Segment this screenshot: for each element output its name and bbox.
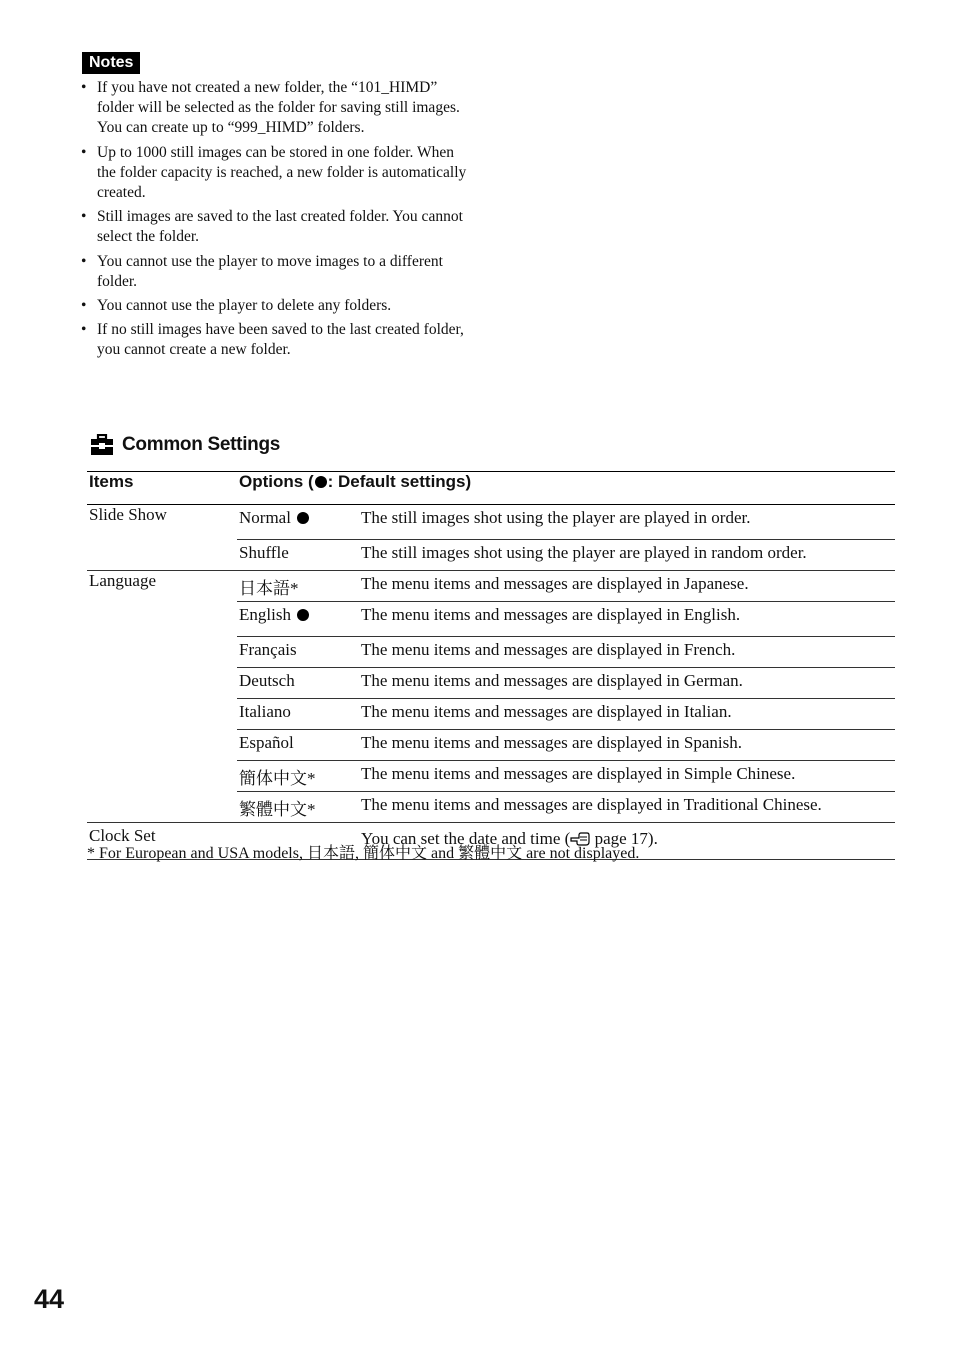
table-row [87, 571, 895, 602]
default-dot-icon [315, 476, 327, 488]
toolbox-icon [90, 434, 114, 456]
footnote: * For European and USA models, 日本語, 簡体中文 and 繁體中文 are not displayed. [87, 845, 640, 862]
notes-badge: Notes [82, 52, 140, 74]
option-cell [237, 505, 359, 540]
description-cell: The menu items and messages are displayed in Spanish. [359, 730, 895, 761]
bullet: • [81, 143, 87, 161]
bullet: • [81, 297, 87, 315]
note-text: Still images are saved to the last created folder. You cannot select the folder. [97, 208, 463, 246]
description-cell: The still images shot using the player are played in order. [359, 505, 895, 540]
option-label: English [239, 605, 291, 624]
note-text: If no still images have been saved to the last created folder, you cannot create a new folder. [97, 321, 464, 359]
default-dot-icon [297, 512, 309, 524]
page-number: 44 [34, 1284, 65, 1314]
option-cell: Español [237, 730, 359, 761]
notes-list [80, 78, 470, 365]
option-cell: Italiano [237, 699, 359, 730]
note-item [80, 320, 470, 360]
option-cell: 繁體中文* [237, 792, 359, 823]
section-heading [90, 430, 280, 460]
description-cell: The menu items and messages are displayed in Italian. [359, 699, 895, 730]
header-options [237, 472, 895, 505]
option-label: Normal [239, 508, 291, 527]
table-header [87, 472, 895, 505]
bullet: • [81, 252, 87, 270]
note-text: Up to 1000 still images can be stored in one folder. When the folder capacity is reached, a new folder is automatically created. [97, 143, 467, 202]
description-cell: The still images shot using the player are played in random order. [359, 540, 895, 571]
item-cell: Language [87, 571, 237, 823]
bullet: • [81, 79, 87, 96]
section-title: Common Settings [122, 434, 281, 455]
description-cell: The menu items and messages are displayed in Japanese. [359, 571, 895, 602]
description-cell: The menu items and messages are displayed in German. [359, 668, 895, 699]
note-item [80, 207, 470, 247]
item-cell: Clock Set [87, 823, 237, 860]
bullet: • [81, 208, 87, 226]
default-dot-icon [297, 609, 309, 621]
note-text: If you have not created a new folder, the “101_HIMD” folder will be selected as the folder for saving still images. You can create up to “999_HIMD” folders. [97, 79, 460, 137]
option-cell: 簡体中文* [237, 761, 359, 792]
option-cell: 日本語* [237, 571, 359, 602]
description-cell: The menu items and messages are displayed in French. [359, 637, 895, 668]
note-item [80, 252, 470, 292]
option-cell: Shuffle [237, 540, 359, 571]
note-item [80, 143, 470, 204]
common-settings-table [87, 471, 895, 860]
bullet: • [81, 321, 87, 339]
option-cell [237, 602, 359, 637]
note-item [80, 78, 470, 139]
clock-desc-suffix: page 17). [590, 829, 658, 848]
description-cell: The menu items and messages are displayed in Simple Chinese. [359, 761, 895, 792]
option-cell: Français [237, 637, 359, 668]
item-cell: Slide Show [87, 505, 237, 571]
header-options-prefix: Options ( [239, 472, 314, 491]
description-cell: The menu items and messages are displayed in Traditional Chinese. [359, 792, 895, 823]
description-cell: The menu items and messages are displayed in English. [359, 602, 895, 637]
header-items: Items [87, 472, 237, 505]
note-item [80, 296, 470, 316]
table-row [87, 505, 895, 540]
header-options-suffix: : Default settings) [327, 472, 472, 491]
option-cell: Deutsch [237, 668, 359, 699]
clock-desc-prefix: You can set the date and time ( [361, 829, 571, 848]
note-text: You cannot use the player to move images to a different folder. [97, 252, 443, 290]
note-text: You cannot use the player to delete any folders. [97, 297, 392, 315]
